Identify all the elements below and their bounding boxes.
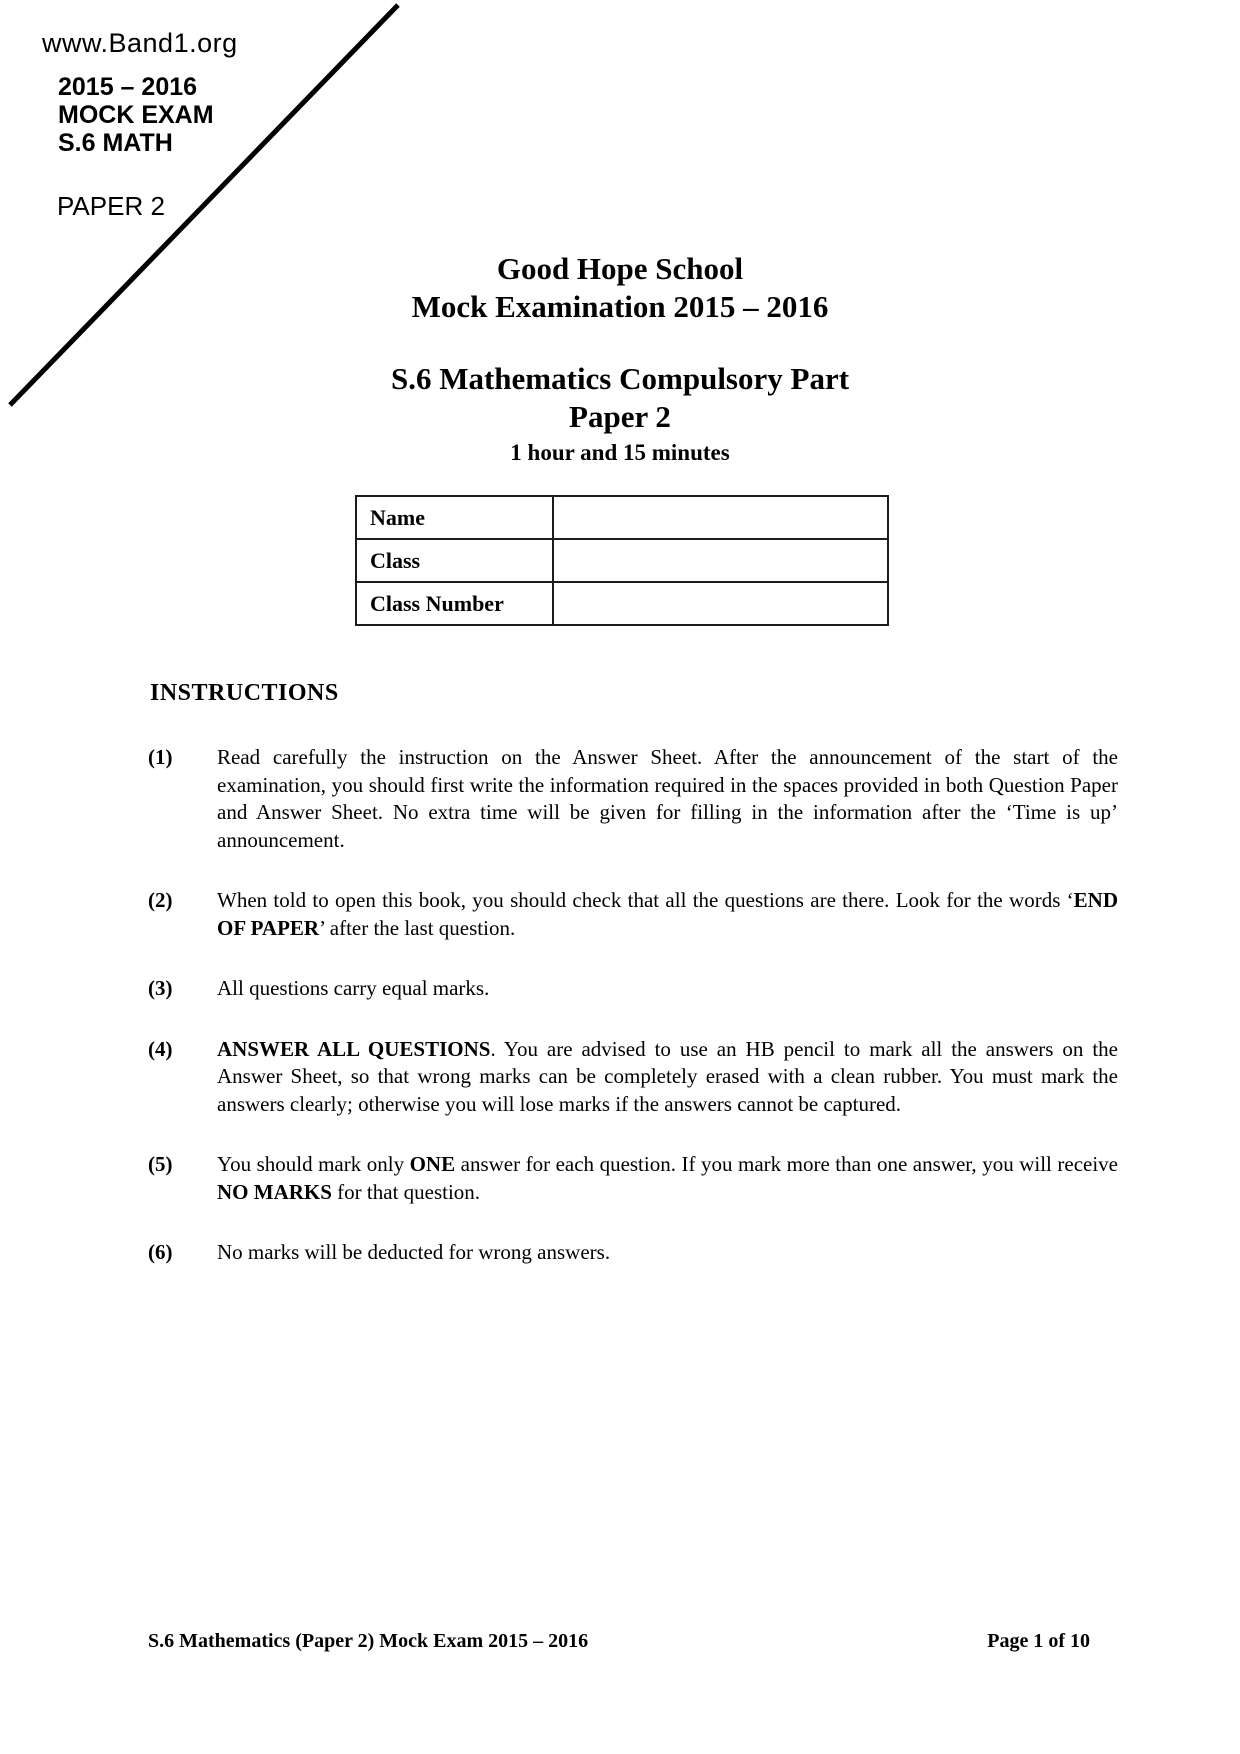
exam-duration: 1 hour and 15 minutes [510,440,730,465]
table-row [356,539,888,582]
instruction-item [148,744,1118,854]
corner-mock-exam: MOCK EXAM [58,101,214,129]
title-block [0,250,1240,467]
corner-subject: S.6 MATH [58,129,173,157]
website-text: www.Band1.org [42,28,238,58]
paper-title: Paper 2 [569,399,671,434]
corner-paper-number: PAPER 2 [57,191,165,221]
page-footer [148,1630,1090,1653]
subject-title: S.6 Mathematics Compulsory Part [390,361,850,396]
instruction-item [148,887,1118,942]
row-value-field [553,496,888,539]
footer-document-title: S.6 Mathematics (Paper 2) Mock Exam 2015 – 2016 [148,1630,589,1652]
instruction-number: (5) [148,1152,173,1176]
instruction-number: (2) [148,888,173,912]
corner-block [42,28,238,222]
instruction-text: When told to open this book, you should check that all the questions are there. Look for the words ‘END OF PAPER’ after the last question. [217,888,1118,940]
instruction-number: (1) [148,745,173,769]
instruction-number: (3) [148,976,173,1000]
instruction-text: ANSWER ALL QUESTIONS. You are advised to use an HB pencil to mark all the answers on the Answer Sheet, so that wrong marks can be completely erased with a clean rubber. You must mark the answers clearly; otherwise you will lose marks if the answers cannot be captured. [217,1036,1118,1116]
school-name: Good Hope School [496,251,744,286]
row-value-field [553,582,888,625]
row-value-field [553,539,888,582]
instruction-item [148,975,1118,1003]
student-info-table-body [356,496,888,625]
instruction-item [148,1239,1118,1267]
footer-page-number: Page 1 of 10 [987,1630,1090,1652]
table-row [356,582,888,625]
row-label: Class [356,539,553,582]
instruction-text: Read carefully the instruction on the Answer Sheet. After the announcement of the start of the examination, you should first write the information required in the spaces provided in both Question Paper and Answer Sheet. No extra time will be given for filling in the information after the ‘Time is up’ announcement. [217,745,1118,852]
exam-title: Mock Examination 2015 – 2016 [411,289,829,324]
instruction-number: (4) [148,1036,173,1061]
row-label: Class Number [356,582,553,625]
instruction-number: (6) [148,1240,173,1264]
instruction-text: All questions carry equal marks. [217,976,490,1000]
title-spacer [0,326,1240,360]
instruction-item [148,1151,1118,1206]
instructions-list [148,744,1118,1300]
instruction-text: You should mark only ONE answer for each question. If you mark more than one answer, you will receive NO MARKS for that question. [217,1152,1118,1204]
corner-exam-info [58,73,238,157]
row-label: Name [356,496,553,539]
instruction-item [148,1036,1118,1119]
table-row [356,496,888,539]
instruction-text: No marks will be deducted for wrong answers. [217,1240,611,1264]
student-info-table [355,495,889,626]
corner-year: 2015 – 2016 [58,73,198,101]
instructions-heading: INSTRUCTIONS [150,680,339,706]
